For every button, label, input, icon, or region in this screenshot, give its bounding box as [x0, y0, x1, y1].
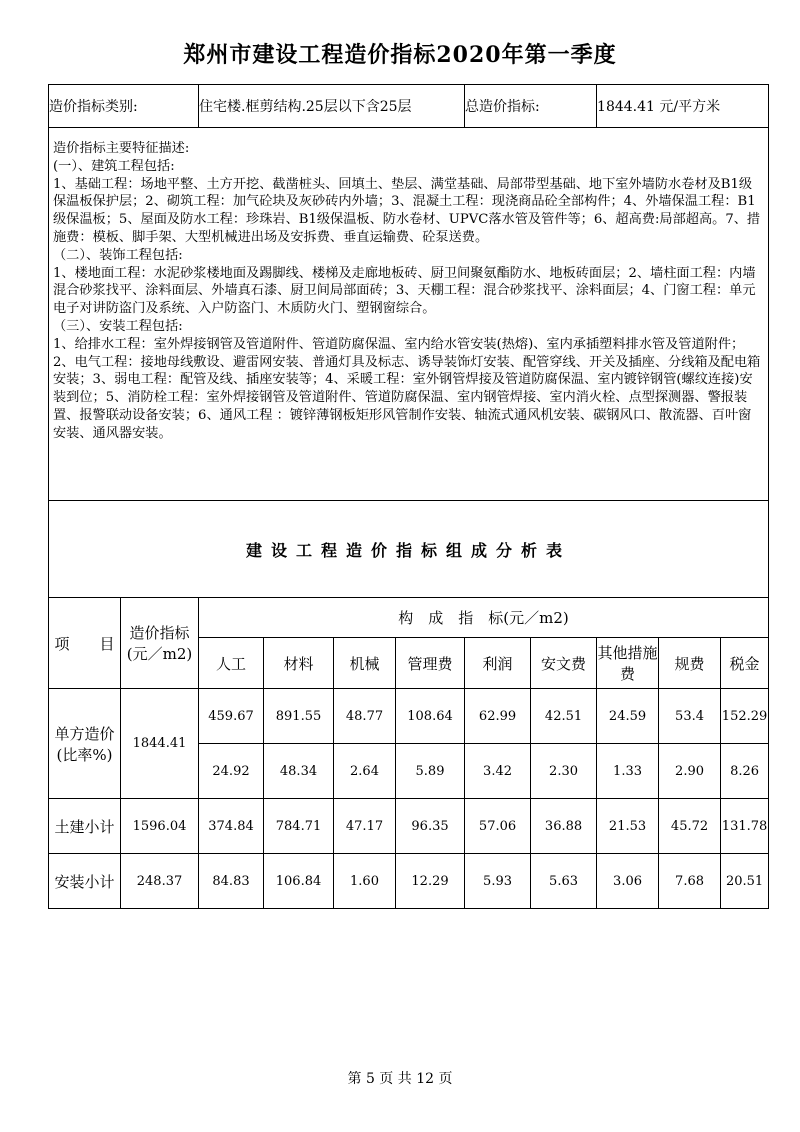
- cell-value: 57.06: [465, 799, 531, 854]
- table-row-unit-cost: [49, 689, 769, 744]
- sub-col-header: 利润: [465, 638, 531, 689]
- cell-value: 45.72: [659, 799, 721, 854]
- description-section-installation: （三）、安装工程包括:: [53, 318, 183, 334]
- cell-ratio: 8.26: [721, 744, 769, 799]
- cell-ratio: 2.90: [659, 744, 721, 799]
- cell-ratio: 2.64: [334, 744, 396, 799]
- description-row: [49, 128, 769, 501]
- cell-value: 374.84: [199, 799, 264, 854]
- cell-ratio: 48.34: [264, 744, 334, 799]
- description-building-text: 1、基础工程：场地平整、土方开挖、截凿桩头、回填土、垫层、满堂基础、局部带型基础、地下室外墙防水卷材及B1级保温板保护层；2、砌筑工程：加气砼块及灰砂砖内外墙；3、混凝土工程：现浇商品砼全部构件；4、外墙保温工程：B1级保温板；5、屋面及防水工程：珍珠岩、B1级保温板、防水卷材、UPVC落水管及管件等；6、超高费:局部超高。7、措施费：模板、脚手架、大型机械进出场及安拆费、垂直运输费、砼泵送费。: [53, 176, 761, 245]
- row-label-install: 安装小计: [49, 854, 121, 909]
- cell-value: 1.60: [334, 854, 396, 909]
- row-index-civil: 1596.04: [121, 799, 199, 854]
- cell-value: 53.4: [659, 689, 721, 744]
- table-row-civil: [49, 799, 769, 854]
- cell-value: 21.53: [597, 799, 659, 854]
- total-label: 总造价指标:: [465, 85, 597, 128]
- row-label-civil: 土建小计: [49, 799, 121, 854]
- cell-value: 47.17: [334, 799, 396, 854]
- cell-value: 459.67: [199, 689, 264, 744]
- cell-value: 5.93: [465, 854, 531, 909]
- cell-value: 891.55: [264, 689, 334, 744]
- description-decoration-text: 1、楼地面工程：水泥砂浆楼地面及踢脚线、楼梯及走廊地板砖、厨卫间聚氨酯防水、地板砖面层；2、墙柱面工程：内墙混合砂浆找平、涂料面层、外墙真石漆、厨卫间局部面砖；3、天棚工程：混合砂浆找平、涂料面层；4、门窗工程：单元电子对讲防盗门及系统、入户防盗门、木质防火门、塑钢窗综合。: [53, 265, 756, 317]
- category-row: [49, 85, 769, 128]
- cell-value: 48.77: [334, 689, 396, 744]
- sub-col-header: 税金: [721, 638, 769, 689]
- cell-value: 108.64: [396, 689, 465, 744]
- table-row-install: [49, 854, 769, 909]
- cell-ratio: 3.42: [465, 744, 531, 799]
- cell-value: 96.35: [396, 799, 465, 854]
- cost-index-table: [48, 84, 769, 909]
- row-index-unit-cost: 1844.41: [121, 689, 199, 799]
- sub-col-header: 材料: [264, 638, 334, 689]
- description-section-building: (一）、建筑工程包括:: [53, 158, 175, 174]
- cell-value: 24.59: [597, 689, 659, 744]
- page-number: 第 5 页 共 12 页: [347, 1071, 453, 1087]
- cell-value: 84.83: [199, 854, 264, 909]
- cell-value: 7.68: [659, 854, 721, 909]
- cell-ratio: 1.33: [597, 744, 659, 799]
- sub-col-header: 人工: [199, 638, 264, 689]
- analysis-title-row: [49, 501, 769, 598]
- cell-value: 3.06: [597, 854, 659, 909]
- cell-ratio: 24.92: [199, 744, 264, 799]
- total-value: 1844.41 元/平方米: [597, 85, 769, 128]
- sub-col-header: 安文费: [531, 638, 597, 689]
- col-item-header: 项 目: [49, 598, 121, 689]
- cell-value: 106.84: [264, 854, 334, 909]
- cell-value: 131.78: [721, 799, 769, 854]
- cell-value: 36.88: [531, 799, 597, 854]
- analysis-header-row: [49, 598, 769, 638]
- cell-value: 784.71: [264, 799, 334, 854]
- description-heading: 造价指标主要特征描述:: [53, 141, 190, 156]
- sub-col-header: 机械: [334, 638, 396, 689]
- cell-value: 42.51: [531, 689, 597, 744]
- cell-value: 5.63: [531, 854, 597, 909]
- description-cell: [49, 128, 769, 501]
- description-section-decoration: （二）、装饰工程包括:: [53, 247, 183, 263]
- description-installation-text: 1、给排水工程：室外焊接钢管及管道附件、管道防腐保温、室内给水管安装(热熔)、室内承插塑料排水管及管道附件；2、电气工程：接地母线敷设、避雷网安装、普通灯具及标志、诱导装饰灯安装、配管穿线、开关及插座、分线箱及配电箱安装；3、弱电工程：配管及线、插座安装等；4、采暖工程：室外钢管焊接及管道防腐保温、室内镀锌钢管(螺纹连接)安装到位；5、消防栓工程：室外焊接钢管及管道附件、管道防腐保温、室内钢管焊接、室内消火栓、点型探测器、警报装置、报警联动设备安装；6、通风工程 ：镀锌薄钢板矩形风管制作安装、轴流式通风机安装、碳钢风口、散流器、百叶窗安装、通风器安装。: [53, 336, 761, 441]
- cell-value: 20.51: [721, 854, 769, 909]
- row-label-unit-cost: 单方造价(比率%): [49, 689, 121, 799]
- page-title: 郑州市建设工程造价指标2020年第一季度: [183, 42, 617, 68]
- cell-value: 12.29: [396, 854, 465, 909]
- category-value: 住宅楼.框剪结构.25层以下含25层: [199, 85, 465, 128]
- sub-col-header: 管理费: [396, 638, 465, 689]
- category-label: 造价指标类别:: [49, 85, 199, 128]
- analysis-title: 建设工程造价指标组成分析表: [49, 501, 769, 598]
- sub-col-header: 规费: [659, 638, 721, 689]
- sub-col-header: 其他措施费: [597, 638, 659, 689]
- row-index-install: 248.37: [121, 854, 199, 909]
- cell-value: 62.99: [465, 689, 531, 744]
- col-composition-header: 构 成 指 标(元／m2): [199, 598, 769, 638]
- cell-ratio: 5.89: [396, 744, 465, 799]
- cell-ratio: 2.30: [531, 744, 597, 799]
- col-index-header: 造价指标(元／m2): [121, 598, 199, 689]
- cell-value: 152.29: [721, 689, 769, 744]
